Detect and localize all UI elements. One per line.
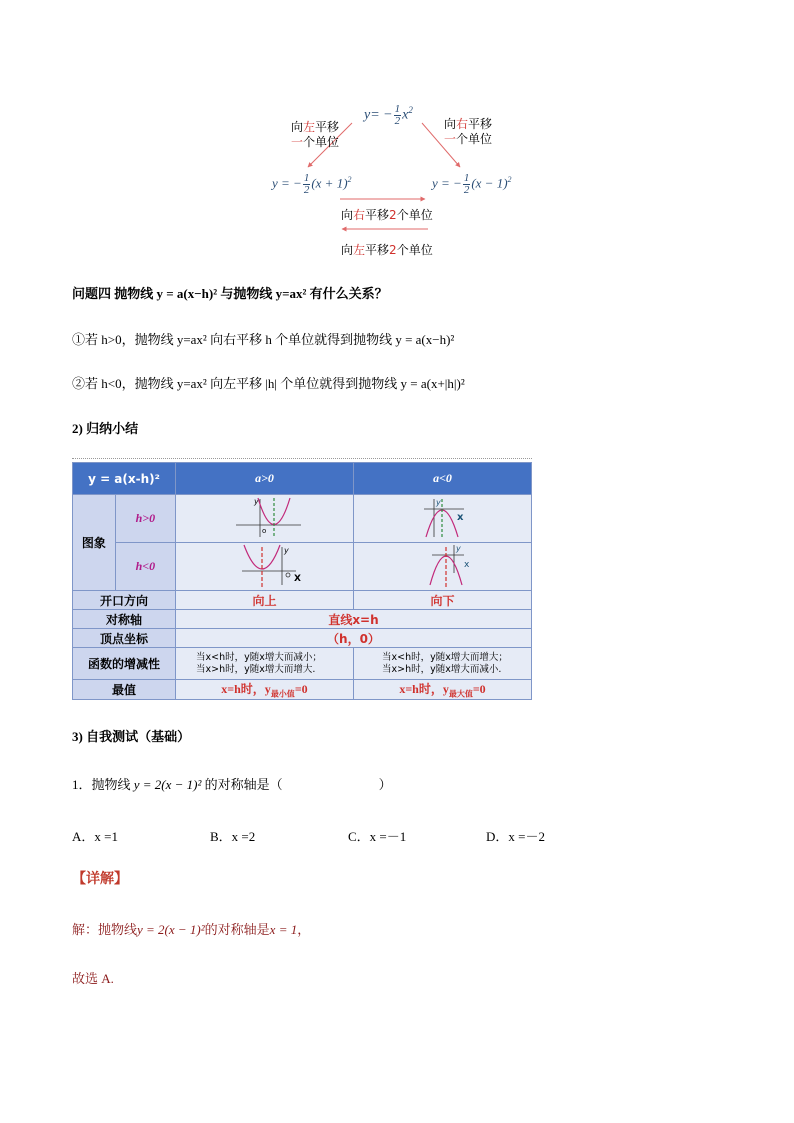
final-answer: 故选 A. [72, 971, 114, 986]
right-shift-note: 向右平移 一个单位 [444, 117, 493, 146]
table-head-formula: y = a(x-h)² [73, 463, 176, 495]
mono-a-pos [175, 648, 353, 680]
mono-a-neg [353, 648, 531, 680]
parabola-up-left-plot [176, 543, 353, 587]
row-extreme-label: 最值 [73, 680, 176, 700]
svg-text:o: o [261, 527, 267, 535]
mono-neg-line2: 当x>h时，y随x增大而减小. [381, 663, 502, 675]
summary-table [72, 462, 532, 700]
row-mono-label: 函数的增减性 [73, 648, 176, 680]
top-equation: y= − $\frac{1}{2}$ $x^2$ [364, 103, 413, 127]
left-shift-note: 向左平移 一个单位 [291, 120, 340, 149]
svg-text:y: y [435, 498, 441, 507]
axis-value: 直线x=h [175, 610, 531, 629]
test-heading: 3) 自我测试（基础） [72, 729, 191, 744]
table-top-rule [72, 458, 532, 459]
graph-aneg-hneg [353, 543, 531, 591]
svg-text:y: y [253, 497, 259, 506]
svg-text:X: X [293, 574, 301, 584]
option-d: D．x =－2 [486, 829, 545, 844]
summary-heading: 2) 归纳小结 [72, 421, 139, 436]
parabola-up-right-plot [176, 495, 353, 539]
graph-apos-hpos [175, 495, 353, 543]
parabola-down-right-plot [354, 495, 531, 539]
option-a: A．x =1 [72, 829, 118, 844]
q4-line1: ①若 h>0，抛物线 y=ax² 向右平移 h 个单位就得到抛物线 y = a(x−h)² [72, 332, 455, 347]
svg-text:x: x [456, 512, 464, 523]
mono-pos-line2: 当x>h时，y随x增大而增大. [195, 663, 316, 675]
open-up: 向上 [175, 591, 353, 610]
open-down: 向下 [353, 591, 531, 610]
option-b: B．x =2 [210, 829, 256, 844]
row-vertex-label: 顶点坐标 [73, 629, 176, 648]
table-head-a-pos: a>0 [175, 463, 353, 495]
question-stem: 1．抛物线 y = 2(x − 1)² 的对称轴是（ ） [72, 777, 392, 792]
h-neg-label: h<0 [115, 543, 175, 591]
mono-neg-line1: 当x<h时，y随x增大而增大； [381, 651, 508, 663]
extreme-a-pos: x=h时，$y_{最小值}=0$ [175, 680, 353, 700]
table-head-a-neg: a<0 [353, 463, 531, 495]
row-open-label: 开口方向 [73, 591, 176, 610]
shift-right-2-label: 向右平移2个单位 [341, 208, 433, 222]
graph-apos-hneg [175, 543, 353, 591]
row-axis-label: 对称轴 [73, 610, 176, 629]
svg-text:y: y [455, 544, 461, 553]
mono-pos-line1: 当x<h时，y随x增大而减小； [195, 651, 322, 663]
q4-title: 问题四 抛物线 y = a(x−h)² 与抛物线 y=ax² 有什么关系？ [72, 286, 388, 301]
graph-aneg-hpos [353, 495, 531, 543]
solution-label: 【详解】 [72, 872, 128, 887]
right-equation: y = − $\frac{1}{2}$ $(x - 1)^2$ [432, 172, 512, 196]
extreme-a-neg: x=h时，$y_{最大值}=0$ [353, 680, 531, 700]
left-equation: y = − $\frac{1}{2}$ $(x + 1)^2$ [272, 172, 352, 196]
svg-text:x: x [463, 560, 470, 570]
q4-line2: ②若 h<0，抛物线 y=ax² 向左平移 |h| 个单位就得到抛物线 y = a(x+|h|)² [72, 376, 465, 391]
vertex-value: （h，0） [175, 629, 531, 648]
svg-text:y: y [283, 546, 289, 555]
shift-left-2-label: 向左平移2个单位 [341, 243, 433, 257]
h-pos-label: h>0 [115, 495, 175, 543]
row-graph-label: 图象 [73, 495, 116, 591]
option-c: C．x =－1 [348, 829, 407, 844]
parabola-down-left-plot [354, 543, 531, 587]
solution-line: 解：抛物线y = 2(x − 1)²的对称轴是x = 1， [72, 922, 311, 937]
